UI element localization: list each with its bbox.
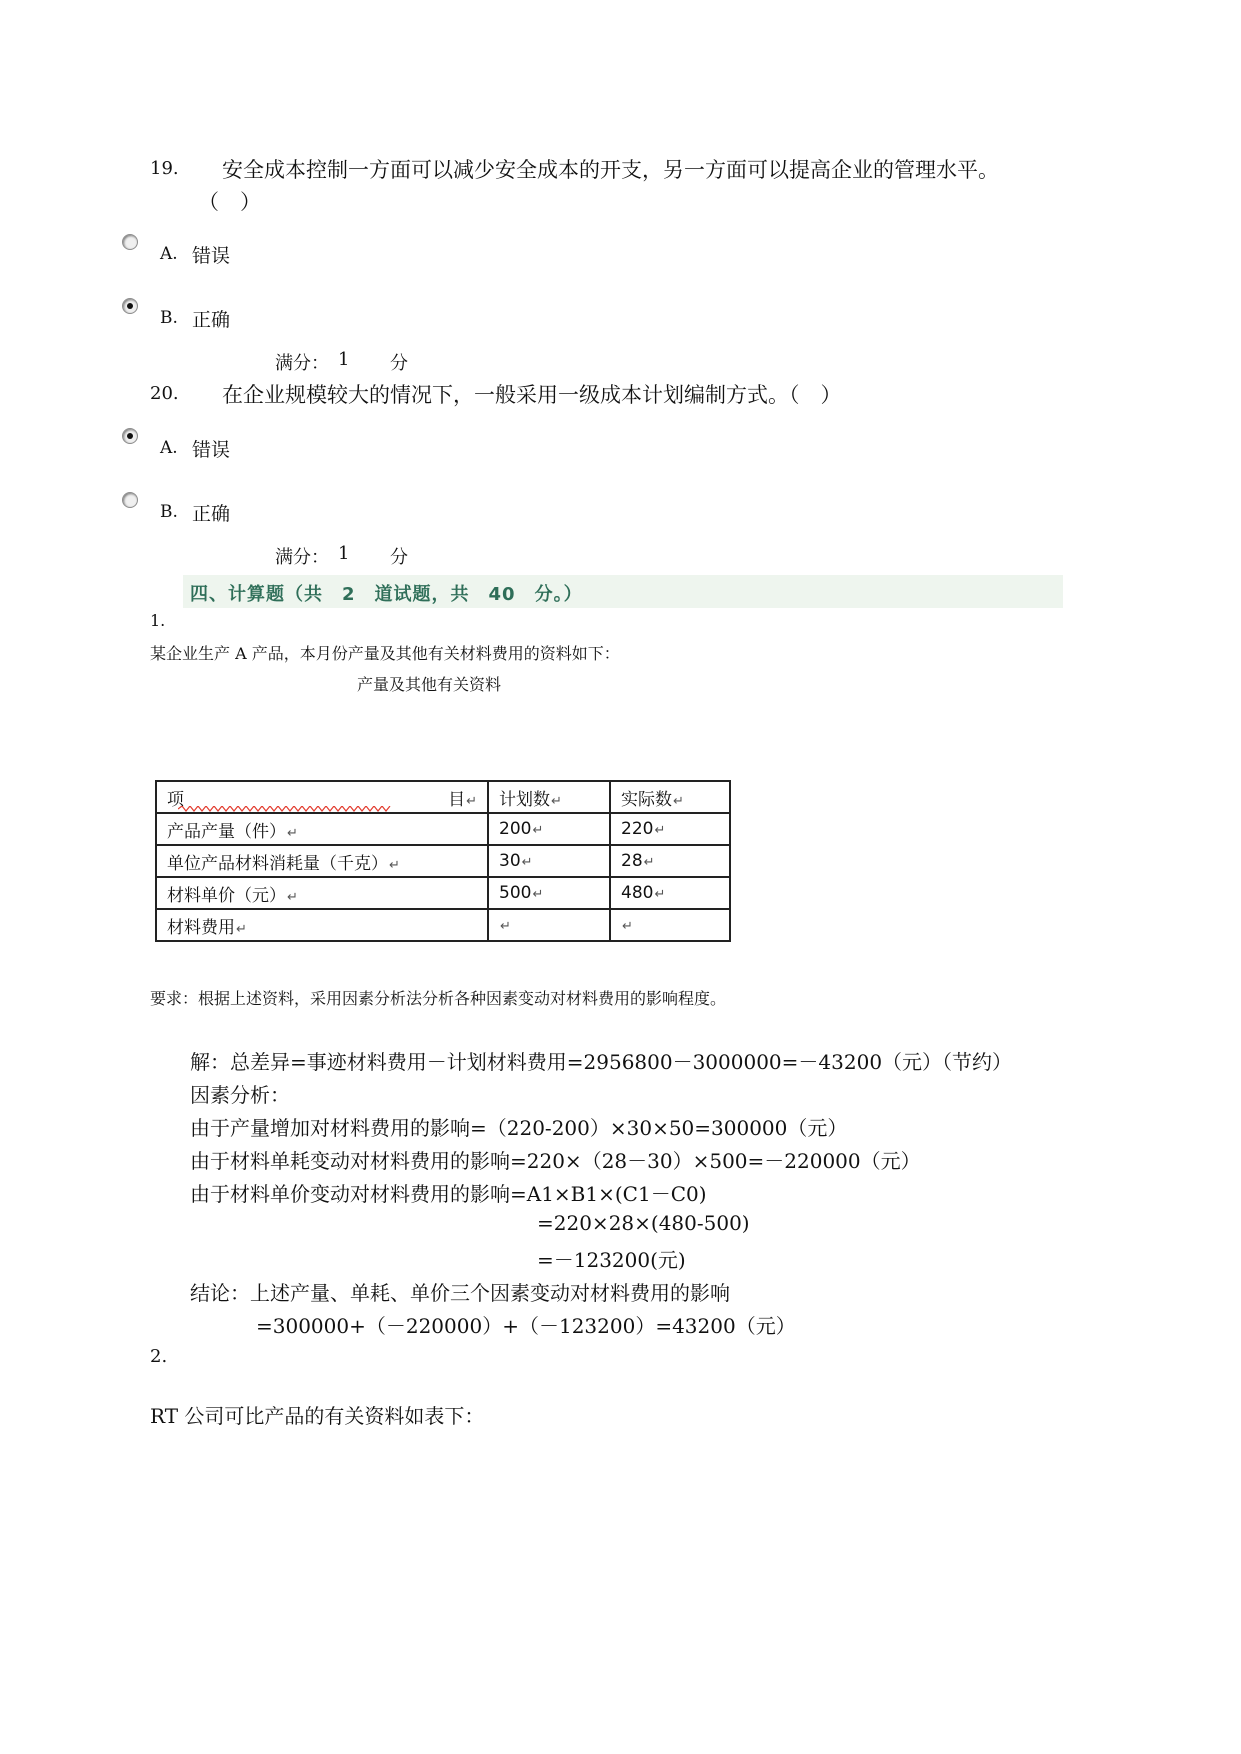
return-mark: ↵ xyxy=(654,823,666,838)
q20-option-a-radio[interactable] xyxy=(122,428,138,444)
solution-line-7: =－123200(元) xyxy=(537,1248,686,1272)
table-cell-plan xyxy=(488,877,610,909)
return-mark: ↵ xyxy=(622,919,633,934)
q19-option-a-label: 错误 xyxy=(192,245,231,267)
cell-text: 480 xyxy=(621,883,654,903)
q20-option-a-letter: A. xyxy=(160,438,178,458)
return-mark: ↵ xyxy=(673,793,684,809)
q19-option-a-radio[interactable] xyxy=(122,234,138,250)
table-header-actual xyxy=(610,781,730,813)
table-row xyxy=(156,877,730,909)
cell-text: 产品产量（件） xyxy=(167,821,286,842)
table-cell-item xyxy=(156,845,488,877)
table-cell-actual xyxy=(610,845,730,877)
return-mark: ↵ xyxy=(643,855,655,870)
cell-text: 材料费用 xyxy=(167,917,235,938)
table-cell-plan xyxy=(488,909,610,941)
return-mark: ↵ xyxy=(532,887,544,902)
spellcheck-underline xyxy=(178,806,392,812)
return-mark: ↵ xyxy=(389,857,400,873)
calc-1-requirement: 要求：根据上述资料，采用因素分析法分析各种因素变动对材料费用的影响程度。 xyxy=(150,989,727,1008)
header-actual-label: 实际数 xyxy=(621,789,672,810)
table-row xyxy=(156,813,730,845)
question-20-text: 在企业规模较大的情况下，一般采用一级成本计划编制方式。（ ） xyxy=(222,383,842,407)
calc-1-intro: 某企业生产 A 产品，本月份产量及其他有关材料费用的资料如下： xyxy=(150,644,620,663)
q19-option-b-letter: B. xyxy=(160,308,178,328)
material-cost-table xyxy=(155,780,731,942)
calc-1-number: 1. xyxy=(150,611,166,630)
calc-2-number: 2. xyxy=(150,1346,168,1367)
q19-option-b-radio[interactable] xyxy=(122,298,138,314)
q19-score-label: 满分： xyxy=(275,353,329,374)
return-mark: ↵ xyxy=(551,793,562,809)
q20-option-a-label: 错误 xyxy=(192,439,231,461)
table-cell-actual xyxy=(610,909,730,941)
cell-text: 28 xyxy=(621,851,643,871)
radio-selected-dot xyxy=(127,303,133,309)
table-cell-item xyxy=(156,813,488,845)
calc-2-intro: RT 公司可比产品的有关资料如表下： xyxy=(150,1404,485,1428)
solution-line-5: 由于材料单价变动对材料费用的影响=A1×B1×(C1－C0) xyxy=(190,1182,707,1206)
header-plan-label: 计划数 xyxy=(499,789,550,810)
solution-line-2: 因素分析： xyxy=(190,1083,290,1107)
table-caption: 产量及其他有关资料 xyxy=(357,675,502,694)
q20-option-b-label: 正确 xyxy=(192,503,231,525)
return-mark: ↵ xyxy=(236,921,247,937)
table-row xyxy=(156,909,730,941)
radio-selected-dot xyxy=(127,433,133,439)
cell-text: 500 xyxy=(499,883,532,903)
table-cell-item xyxy=(156,877,488,909)
table-cell-actual xyxy=(610,813,730,845)
table-header-plan xyxy=(488,781,610,813)
q20-score-label: 满分： xyxy=(275,547,329,568)
q19-option-b-label: 正确 xyxy=(192,309,231,331)
table-cell-plan xyxy=(488,845,610,877)
return-mark: ↵ xyxy=(654,887,666,902)
q19-score-unit: 分 xyxy=(390,353,408,374)
return-mark: ↵ xyxy=(500,919,511,934)
return-mark: ↵ xyxy=(466,793,477,809)
cell-text: 材料单价（元） xyxy=(167,885,286,906)
cell-text: 单位产品材料消耗量（千克） xyxy=(167,853,388,874)
q19-option-a-letter: A. xyxy=(160,244,178,264)
cell-text: 200 xyxy=(499,819,532,839)
table-cell-plan xyxy=(488,813,610,845)
q20-option-b-radio[interactable] xyxy=(122,492,138,508)
q20-score-unit: 分 xyxy=(390,547,408,568)
table-row xyxy=(156,845,730,877)
header-item-left: 项 xyxy=(167,789,184,810)
question-19-bracket: （ ） xyxy=(198,190,261,214)
question-19-text: 安全成本控制一方面可以减少安全成本的开支，另一方面可以提高企业的管理水平。 xyxy=(222,158,999,182)
return-mark: ↵ xyxy=(521,855,533,870)
return-mark: ↵ xyxy=(287,889,298,905)
solution-line-1: 解：总差异=事迹材料费用－计划材料费用=2956800－3000000=－43200（元）（节约） xyxy=(190,1050,1013,1074)
solution-line-8: 结论：上述产量、单耗、单价三个因素变动对材料费用的影响 xyxy=(190,1281,730,1305)
header-item-right: 目 xyxy=(448,789,466,810)
question-19-number: 19. xyxy=(150,158,179,179)
return-mark: ↵ xyxy=(532,823,544,838)
table-cell-actual xyxy=(610,877,730,909)
table-cell-item xyxy=(156,909,488,941)
solution-line-4: 由于材料单耗变动对材料费用的影响=220×（28－30）×500=－220000（元） xyxy=(190,1149,921,1173)
solution-line-6: =220×28×(480-500) xyxy=(537,1211,750,1235)
cell-text: 220 xyxy=(621,819,654,839)
q19-score-value: 1 xyxy=(338,349,350,370)
cell-text: 30 xyxy=(499,851,521,871)
return-mark: ↵ xyxy=(287,825,298,841)
q20-score-value: 1 xyxy=(338,543,350,564)
section-title: 四、计算题（共 2 道试题，共 40 分。） xyxy=(190,584,583,605)
solution-line-9: =300000+（－220000）+（－123200）=43200（元） xyxy=(256,1314,796,1338)
q20-option-b-letter: B. xyxy=(160,502,178,522)
solution-line-3: 由于产量增加对材料费用的影响=（220-200）×30×50=300000（元） xyxy=(190,1116,848,1140)
question-20-number: 20. xyxy=(150,383,179,404)
